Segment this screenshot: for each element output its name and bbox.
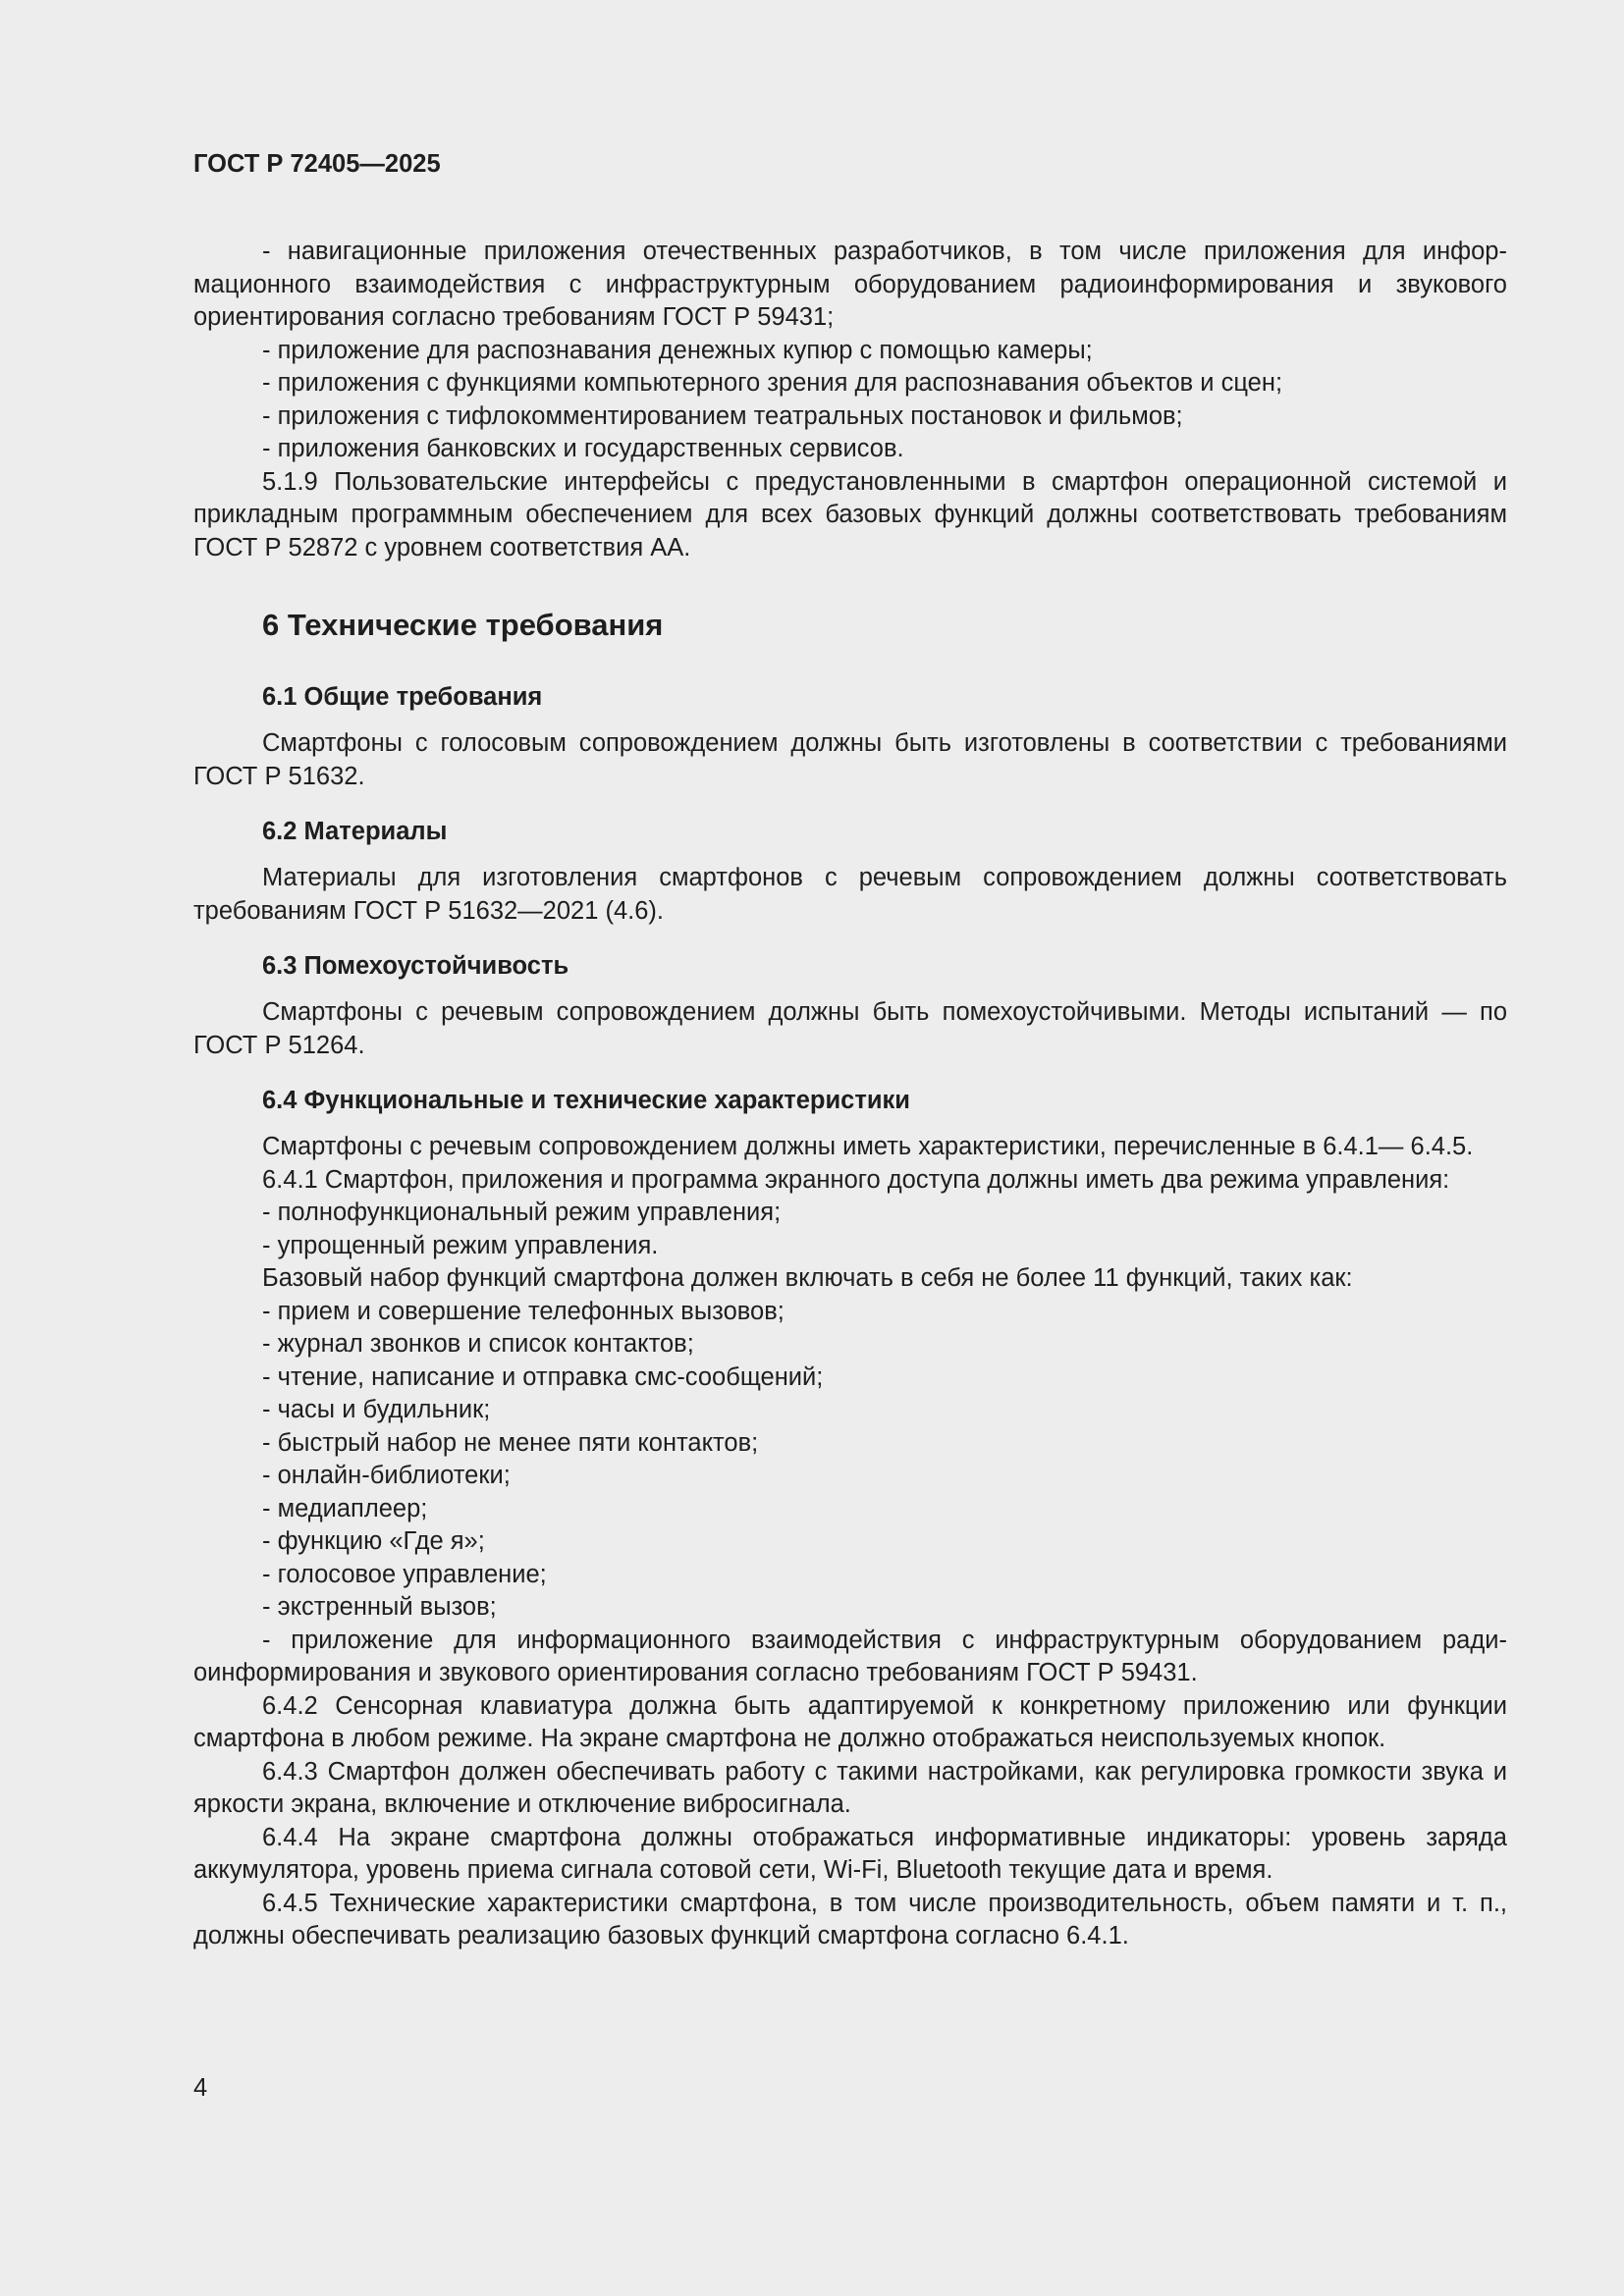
- list-item: - приложения с тифлокомментированием театральных постановок и фильмов;: [262, 401, 1183, 430]
- paragraph-6-4-1: 6.4.1 Смартфон, приложения и программа экранного доступа должны иметь два режима управления:: [262, 1165, 1450, 1194]
- list-item: - прием и совершение телефонных вызовов;: [262, 1297, 785, 1325]
- paragraph-6-4-2: 6.4.2 Сенсорная клавиатура должна быть адаптируемой к конкретному приложению или функции смартфона в любом режиме. На экране смартфона не должно отображаться неиспользуемых кнопок.: [193, 1691, 1507, 1752]
- list-item: - упрощенный режим управления.: [262, 1231, 659, 1259]
- paragraph: Смартфоны с речевым сопровождением должны быть помехоустойчивыми. Методы испытаний — по ГОСТ Р 51264.: [193, 998, 1507, 1059]
- paragraph: Смартфоны с речевым сопровождением должны иметь характеристики, перечисленные в 6.4.1— 6.4.5.: [262, 1133, 1474, 1160]
- paragraph-6-4-4: 6.4.4 На экране смартфона должны отображаться информативные индикаторы: уровень заряда аккумулятора, уровень приема сигнала сотовой сети, Wi-Fi, Bluetooth текущие дата и время.: [193, 1823, 1507, 1884]
- paragraph: Материалы для изготовления смартфонов с речевым сопровождением должны соответствовать требованиям ГОСТ Р 51632—2021 (4.6).: [193, 864, 1507, 925]
- subsection-title: 6.1 Общие требования: [262, 683, 543, 711]
- list-item: - функцию «Где я»;: [262, 1527, 485, 1555]
- list-item: - голосовое управление;: [262, 1560, 547, 1588]
- list-item: - приложения банковских и государственных сервисов.: [262, 435, 904, 462]
- document-header: ГОСТ Р 72405—2025: [193, 150, 441, 178]
- paragraph-6-4-5: 6.4.5 Технические характеристики смартфона, в том числе производительность, объем памяти и т. п., должны обеспечивать реализацию базовых функций смартфона согласно 6.4.1.: [193, 1889, 1507, 1949]
- list-item: - экстренный вызов;: [262, 1593, 497, 1621]
- subsection-title: 6.2 Материалы: [262, 818, 448, 845]
- list-item: - медиаплеер;: [262, 1494, 428, 1522]
- paragraph-6-4-3: 6.4.3 Смартфон должен обеспечивать работу с такими настройками, как регулировка громкости звука и яркости экрана, включение и отключение вибросигнала.: [193, 1757, 1507, 1818]
- document-page: [193, 147, 1507, 1953]
- list-item: - чтение, написание и отправка смс-сообщений;: [262, 1362, 824, 1391]
- page-number: 4: [193, 2074, 208, 2102]
- subsection-title: 6.3 Помехоустойчивость: [262, 952, 569, 980]
- list-item: - приложение для информационного взаимодействия с инфраструктурным оборудованием радиоинформирования и звукового ориентирования согласно требованиям ГОСТ Р 59431.: [193, 1626, 1507, 1686]
- paragraph: Базовый набор функций смартфона должен включать в себя не более 11 функций, таких как:: [262, 1264, 1353, 1292]
- subsection-title: 6.4 Функциональные и технические характеристики: [262, 1087, 910, 1114]
- list-item: - часы и будильник;: [262, 1396, 491, 1423]
- list-item: - приложения с функциями компьютерного зрения для распознавания объектов и сцен;: [262, 369, 1283, 397]
- section-title: 6 Технические требования: [262, 608, 664, 642]
- paragraph: Смартфоны с голосовым сопровождением должны быть изготовлены в соответствии с требованиями ГОСТ Р 51632.: [193, 729, 1507, 790]
- list-item: - полнофункциональный режим управления;: [262, 1199, 782, 1226]
- list-item: - быстрый набор не менее пяти контактов;: [262, 1428, 759, 1457]
- paragraph-5-1-9: 5.1.9 Пользовательские интерфейсы с предустановленными в смартфон операционной системой и прикладным программным обеспечением для всех базовых функций должны соответствовать требованиям ГОСТ Р 52872 с уровнем соответствия АА.: [193, 467, 1507, 561]
- list-item: - онлайн-библиотеки;: [262, 1462, 511, 1489]
- list-item: - приложение для распознавания денежных купюр с помощью камеры;: [262, 336, 1093, 364]
- list-item: - журнал звонков и список контактов;: [262, 1330, 694, 1358]
- list-item: - навигационные приложения отечественных разработчиков, в том числе приложения для информационного взаимодействия с инфраструктурным оборудованием радиоинформирования и звукового ориентирования согласно требованиям ГОСТ Р 59431;: [193, 238, 1507, 331]
